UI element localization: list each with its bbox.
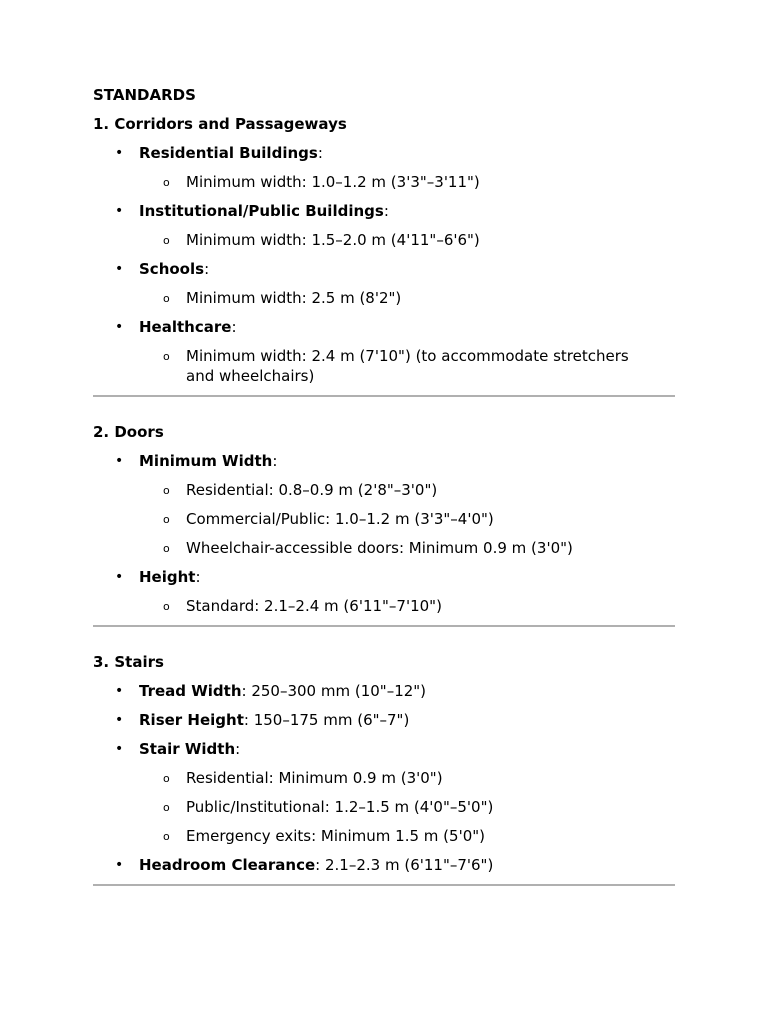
item-suffix: : bbox=[204, 260, 210, 278]
bullet-marker: • bbox=[115, 569, 124, 585]
sub-bullet-marker: o bbox=[163, 176, 170, 189]
item-label: Headroom Clearance bbox=[139, 856, 316, 874]
sub-list-item bbox=[93, 596, 675, 616]
bullet-marker: • bbox=[115, 145, 124, 161]
item-suffix: : bbox=[231, 318, 237, 336]
document-title: STANDARDS bbox=[93, 86, 196, 104]
sub-list-item bbox=[93, 480, 675, 500]
sub-bullet-marker: o bbox=[163, 830, 170, 843]
sub-list-item bbox=[93, 288, 675, 308]
item-label: Schools bbox=[139, 260, 205, 278]
item-suffix: : bbox=[383, 202, 389, 220]
item-label: Healthcare bbox=[139, 318, 232, 336]
bullet-marker: • bbox=[115, 453, 124, 469]
list-item bbox=[93, 567, 675, 587]
sub-item-text: Public/Institutional: 1.2–1.5 m (4'0"–5'0") bbox=[186, 798, 494, 816]
sub-bullet-marker: o bbox=[163, 350, 170, 363]
bullet-marker: • bbox=[115, 683, 124, 699]
sub-list-item bbox=[93, 768, 675, 788]
item-suffix: : bbox=[317, 144, 323, 162]
sub-item-text: Minimum width: 1.0–1.2 m (3'3"–3'11") bbox=[186, 173, 480, 191]
sub-bullet-marker: o bbox=[163, 772, 170, 785]
sub-bullet-marker: o bbox=[163, 542, 170, 555]
sub-item-text: Minimum width: 1.5–2.0 m (4'11"–6'6") bbox=[186, 231, 480, 249]
section-heading: 2. Doors bbox=[93, 423, 164, 441]
item-label: Minimum Width bbox=[139, 452, 273, 470]
bullet-marker: • bbox=[115, 712, 124, 728]
item-label: Institutional/Public Buildings bbox=[139, 202, 384, 220]
sub-item-text: Standard: 2.1–2.4 m (6'11"–7'10") bbox=[186, 597, 442, 615]
sub-bullet-marker: o bbox=[163, 600, 170, 613]
bullet-marker: • bbox=[115, 857, 124, 873]
item-suffix: : bbox=[235, 740, 241, 758]
list-item bbox=[93, 201, 675, 221]
item-label: Tread Width bbox=[139, 682, 242, 700]
bullet-marker: • bbox=[115, 261, 124, 277]
list-item bbox=[93, 143, 675, 163]
list-item bbox=[93, 681, 675, 701]
section-heading: 1. Corridors and Passageways bbox=[93, 115, 347, 133]
section-corridors bbox=[93, 114, 675, 386]
section-heading: 3. Stairs bbox=[93, 653, 164, 671]
item-suffix: : 2.1–2.3 m (6'11"–7'6") bbox=[315, 856, 494, 874]
sub-list-item bbox=[93, 230, 675, 250]
sub-bullet-marker: o bbox=[163, 292, 170, 305]
list-item bbox=[93, 739, 675, 759]
list-item bbox=[93, 259, 675, 279]
item-suffix: : 250–300 mm (10"–12") bbox=[241, 682, 427, 700]
item-label: Residential Buildings bbox=[139, 144, 318, 162]
item-suffix: : bbox=[272, 452, 278, 470]
sub-list-item bbox=[93, 797, 675, 817]
list-item bbox=[93, 317, 675, 337]
sub-list-item bbox=[93, 172, 675, 192]
bullet-marker: • bbox=[115, 741, 124, 757]
sub-bullet-marker: o bbox=[163, 801, 170, 814]
sub-item-text: Emergency exits: Minimum 1.5 m (5'0") bbox=[186, 827, 485, 845]
sub-list-item bbox=[93, 346, 656, 386]
bullet-marker: • bbox=[115, 203, 124, 219]
sub-bullet-marker: o bbox=[163, 484, 170, 497]
section-divider bbox=[93, 395, 675, 397]
section-stairs bbox=[93, 652, 675, 875]
sub-item-text: Minimum width: 2.5 m (8'2") bbox=[186, 289, 402, 307]
item-suffix: : 150–175 mm (6"–7") bbox=[243, 711, 410, 729]
item-suffix: : bbox=[195, 568, 201, 586]
section-divider bbox=[93, 625, 675, 627]
sub-bullet-marker: o bbox=[163, 513, 170, 526]
document-page bbox=[93, 85, 675, 911]
item-label: Riser Height bbox=[139, 711, 244, 729]
list-item bbox=[93, 855, 675, 875]
section-doors bbox=[93, 422, 675, 616]
bullet-marker: • bbox=[115, 319, 124, 335]
sub-list-item bbox=[93, 509, 675, 529]
sub-list-item bbox=[93, 538, 675, 558]
sub-item-text: Minimum width: 2.4 m (7'10") (to accommodate stretchers and wheelchairs) bbox=[186, 347, 629, 385]
list-item bbox=[93, 710, 675, 730]
sub-item-text: Commercial/Public: 1.0–1.2 m (3'3"–4'0") bbox=[186, 510, 494, 528]
list-item bbox=[93, 451, 675, 471]
sub-list-item bbox=[93, 826, 675, 846]
sub-item-text: Wheelchair-accessible doors: Minimum 0.9 m (3'0") bbox=[186, 539, 573, 557]
section-divider bbox=[93, 884, 675, 886]
item-label: Height bbox=[139, 568, 196, 586]
sub-item-text: Residential: 0.8–0.9 m (2'8"–3'0") bbox=[186, 481, 438, 499]
sub-bullet-marker: o bbox=[163, 234, 170, 247]
item-label: Stair Width bbox=[139, 740, 236, 758]
sub-item-text: Residential: Minimum 0.9 m (3'0") bbox=[186, 769, 443, 787]
